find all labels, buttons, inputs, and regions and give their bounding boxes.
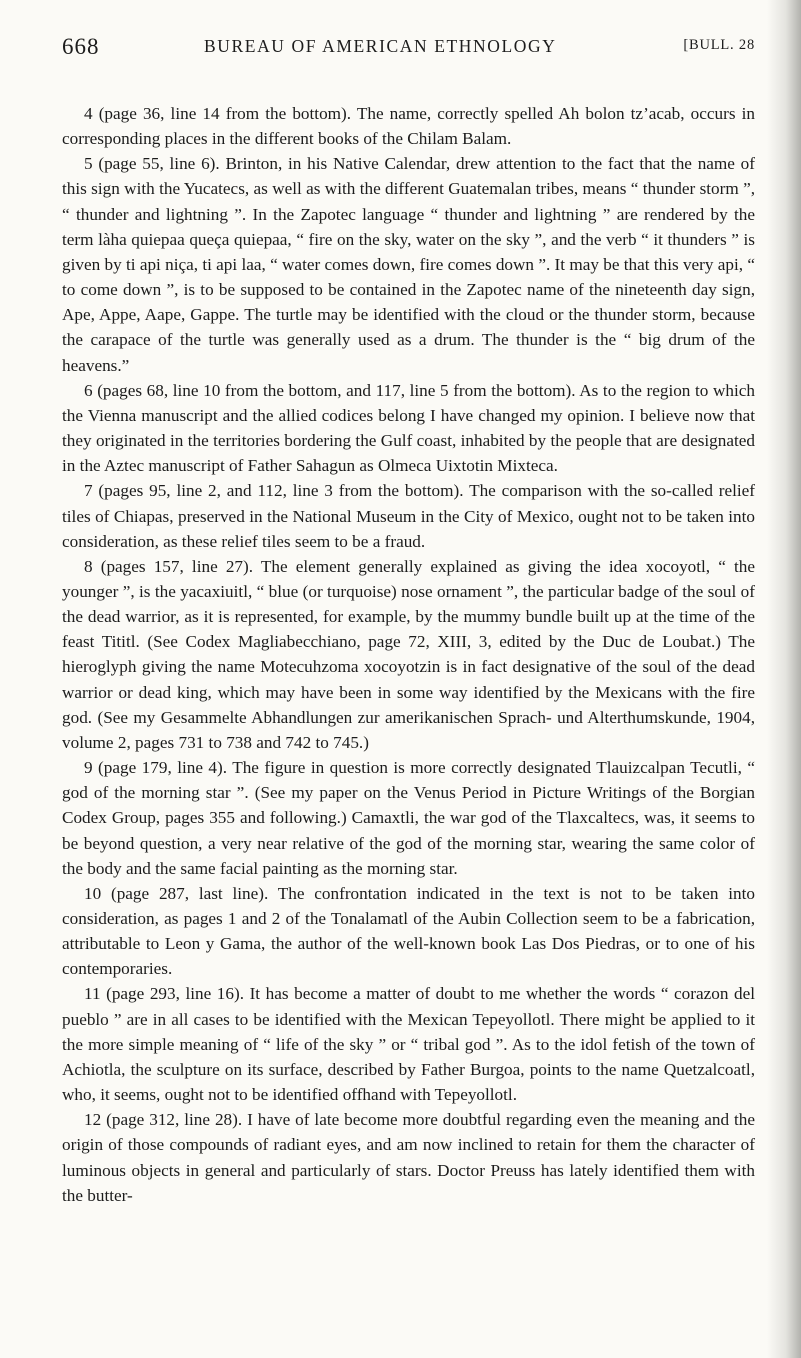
note-6: 6 (pages 68, line 10 from the bottom, and 117, line 5 from the bottom). As to the region to which the Vienna manuscript and the allied codices belong I have changed my opinion. I believe now that they originated in the territories bordering the Gulf coast, inhabited by the people that are designated in the Aztec manuscript of Father Sahagun as Olmeca Uixtotin Mixteca. [62, 380, 755, 476]
note-7: 7 (pages 95, line 2, and 112, line 3 from the bottom). The comparison with the so-called relief tiles of Chiapas, preserved in the National Museum in the City of Mexico, ought not to be taken into consideration, as these relief tiles seem to be a fraud. [62, 481, 755, 551]
bulletin-reference: [BULL. 28 [683, 37, 755, 53]
note-10: 10 (page 287, last line). The confrontation indicated in the text is not to be taken into consideration, as pages 1 and 2 of the Tonalamatl of the Aubin Collection seem to be a fabrication, attributable to Leon y Gama, the author of the well-known book Las Dos Piedras, or to one of his contemporaries. [62, 883, 755, 979]
note-4: 4 (page 36, line 14 from the bottom). The name, correctly spelled Ah bolon tz’acab, occurs in corresponding places in the different books of the Chilam Balam. [62, 104, 755, 149]
note-5: 5 (page 55, line 6). Brinton, in his Native Calendar, drew attention to the fact that the name of this sign with the Yucatecs, as well as with the different Guatemalan tribes, means “ thunder storm ”, “ thunder and lightning ”. In the Zapotec language “ thunder and lightning ” are rendered by the term làha quiepaa queça quiepaa, “ fire on the sky, water on the sky ”, and the verb “ it thunders ” is given by ti api niça, ti api laa, “ water comes down, fire comes down ”. It may be that this very api, “ to come down ”, is to be supposed to be contained in the Zapotec name of the nineteenth day sign, Ape, Appe, Aape, Gappe. The turtle may be identified with the cloud or the thunder storm, because the carapace of the turtle was generally used as a drum. The thunder is the “ big drum of the heavens.” [62, 154, 756, 375]
page-number: 668 [62, 34, 100, 59]
page-edge-shadow [767, 0, 801, 1358]
note-11: 11 (page 293, line 16). It has become a matter of doubt to me whether the words “ corazon del pueblo ” are in all cases to be identified with the Mexican Tepeyollotl. There might be applied to it the more simple meaning of “ life of the sky ” or “ tribal god ”. As to the idol fetish of the town of Achiotla, the sculpture on its surface, described by Father Burgoa, points to the name Quetzalcoatl, who, it seems, ought not to be identified offhand with Tepeyollotl. [62, 984, 755, 1105]
note-9: 9 (page 179, line 4). The figure in question is more correctly designated Tlauizcalpan Tecutli, “ god of the morning star ”. (See my paper on the Venus Period in Picture Writings of the Borgian Codex Group, pages 355 and following.) Camaxtli, the war god of the Tlaxcaltecs, was, it seems to be beyond question, a very near relative of the god of the morning star, wearing the same color of the body and the same facial painting as the morning star. [62, 758, 755, 878]
running-title: BUREAU OF AMERICAN ETHNOLOGY [204, 36, 557, 56]
page-header [62, 34, 755, 68]
note-8: 8 (pages 157, line 27). The element generally explained as giving the idea xocoyotl, “ the younger ”, is the yacaxiuitl, “ blue (or turquoise) nose ornament ”, the particular badge of the soul of the dead warrior, as it is represented, for example, by the mummy bundle built up at the time of the feast Tititl. (See Codex Magliabecchiano, page 72, XIII, 3, edited by the Duc de Loubat.) The hieroglyph giving the name Motecuhzoma xocoyotzin is in fact designative of the soul of the dead warrior or dead king, which may have been in some way identified by the Mexicans with the fire god. (See my Gesammelte Abhandlungen zur amerikanischen Sprach- und Alterthumskunde, 1904, volume 2, pages 731 to 738 and 742 to 745.) [62, 556, 755, 752]
notes-body [62, 101, 755, 1208]
note-12: 12 (page 312, line 28). I have of late become more doubtful regarding even the meaning and the origin of those compounds of radiant eyes, and am now inclined to retain for them the character of luminous objects in general and particularly of stars. Doctor Preuss has lately identified them with the butter- [62, 1110, 755, 1205]
